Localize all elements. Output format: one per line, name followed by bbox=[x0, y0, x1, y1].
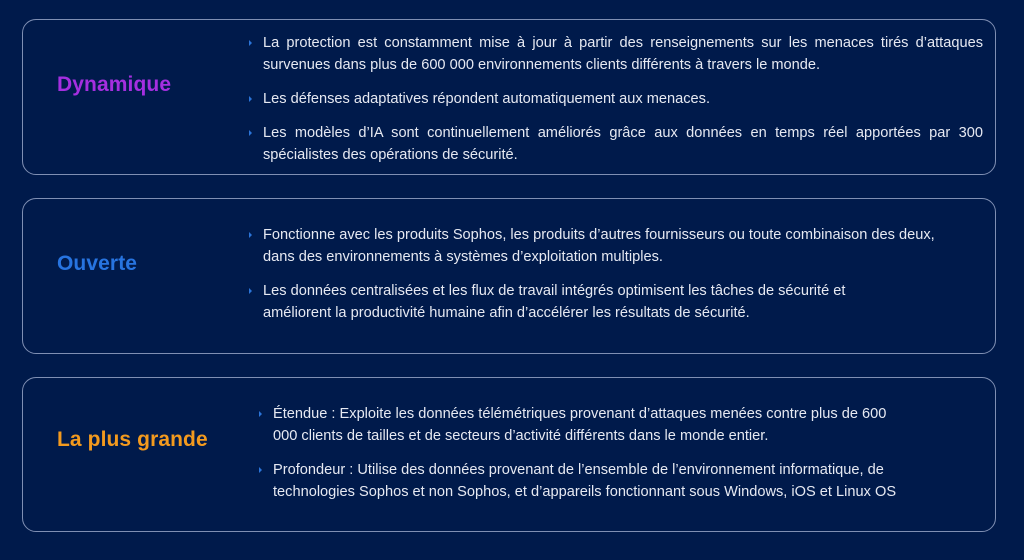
bullet-arrow-icon bbox=[249, 232, 252, 238]
bullet-arrow-icon bbox=[249, 96, 252, 102]
section-title-dynamique: Dynamique bbox=[57, 73, 172, 96]
bullet-arrow-icon bbox=[259, 467, 262, 473]
list-item: Les modèles d’IA sont continuellement améliorés grâce aux données en temps réel apportées par 300 spécialistes des opérations de sécurité. bbox=[263, 122, 983, 166]
section-card-dynamique bbox=[22, 19, 996, 175]
list-item: Fonctionne avec les produits Sophos, les produits d’autres fournisseurs ou toute combinaison des deux, dans des environnements à systèmes d’exploitation multiples. bbox=[263, 224, 953, 268]
section-card-la-plus-grande bbox=[22, 377, 996, 532]
list-item: Étendue : Exploite les données télémétriques provenant d’attaques menées contre plus de 600 000 clients de tailles et de secteurs d’activité différents dans le monde entier. bbox=[273, 403, 903, 447]
list-item: Les données centralisées et les flux de travail intégrés optimisent les tâches de sécurité et améliorent la productivité humaine afin d’accélérer les résultats de sécurité. bbox=[263, 280, 903, 324]
bullet-arrow-icon bbox=[249, 130, 252, 136]
bullet-list-ouverte bbox=[263, 224, 953, 324]
bullet-arrow-icon bbox=[259, 411, 262, 417]
bullet-arrow-icon bbox=[249, 40, 252, 46]
section-title-la-plus-grande: La plus grande bbox=[57, 428, 208, 451]
list-item: Les défenses adaptatives répondent automatiquement aux menaces. bbox=[263, 88, 983, 110]
bullet-list-dynamique bbox=[263, 32, 983, 166]
bullet-arrow-icon bbox=[249, 288, 252, 294]
section-title-ouverte: Ouverte bbox=[57, 252, 138, 275]
section-card-ouverte bbox=[22, 198, 996, 354]
list-item: Profondeur : Utilise des données provenant de l’ensemble de l’environnement informatique, de technologies Sophos et non Sophos, et d’appareils fonctionnant sous Windows, iOS et Linux OS bbox=[273, 459, 953, 503]
bullet-list-la-plus-grande bbox=[273, 403, 953, 503]
list-item: La protection est constamment mise à jour à partir des renseignements sur les menaces tirés d’attaques survenues dans plus de 600 000 environnements clients différents à travers le monde. bbox=[263, 32, 983, 76]
